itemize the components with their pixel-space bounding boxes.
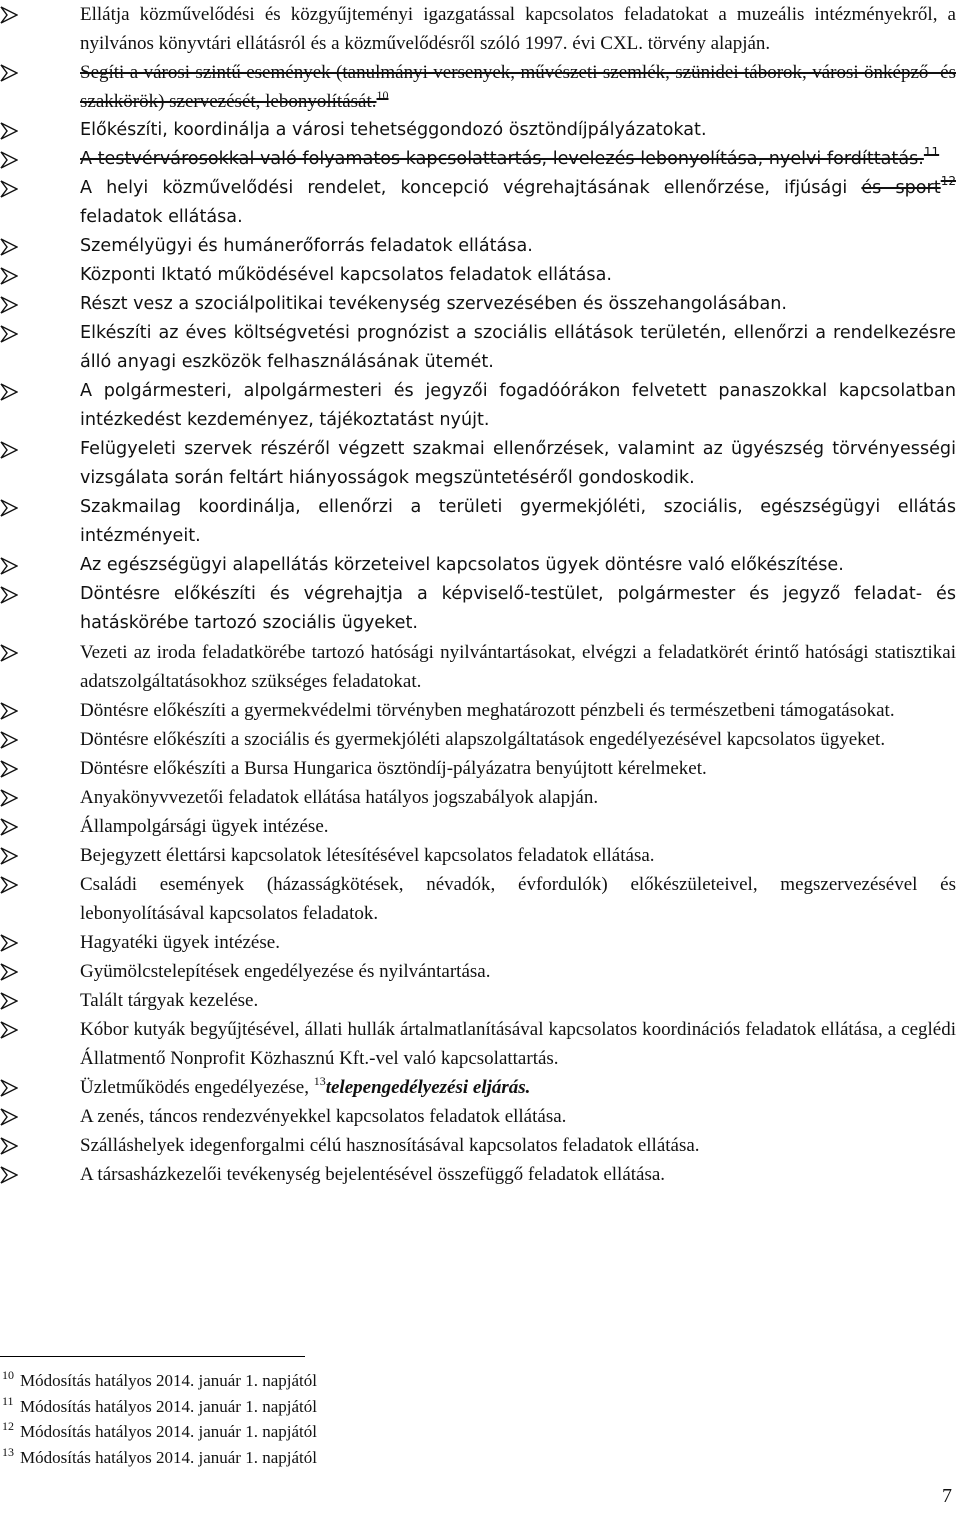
- text-segment: Az egészségügyi alapellátás körzeteivel kapcsolatos ügyek döntésre való előkészítése.: [80, 555, 844, 575]
- list-item-text: [80, 174, 956, 232]
- footnote-separator: [0, 1356, 305, 1357]
- page-number: 7: [942, 1485, 952, 1507]
- arrowhead-bullet-icon: [0, 847, 18, 865]
- list-item: [0, 116, 960, 145]
- list-item: [0, 145, 960, 174]
- list-item-text: [80, 928, 956, 957]
- list-item-text: [80, 1131, 956, 1160]
- arrowhead-bullet-icon: [0, 122, 18, 140]
- list-item-text: [80, 1160, 956, 1189]
- list-item-text: [80, 696, 956, 725]
- text-segment: Szakmailag koordinálja, ellenőrzi a területi gyermekjóléti, szociális, egészségügyi ellátás intézményeit.: [80, 497, 956, 546]
- list-item: [0, 1102, 960, 1131]
- arrowhead-bullet-icon: [0, 64, 18, 82]
- text-segment: Előkészíti, koordinálja a városi tehetséggondozó ösztöndíjpályázatokat.: [80, 120, 707, 140]
- list-item: [0, 261, 960, 290]
- list-item-text: [80, 841, 956, 870]
- text-segment: Talált tárgyak kezelése.: [80, 990, 259, 1011]
- list-item-text: [80, 812, 956, 841]
- list-item: [0, 58, 960, 116]
- list-item: [0, 0, 960, 58]
- text-segment: Szálláshelyek idegenforgalmi célú hasznosításával kapcsolatos feladatok ellátása.: [80, 1135, 700, 1156]
- list-item: [0, 319, 960, 377]
- arrowhead-bullet-icon: [0, 6, 18, 24]
- arrowhead-bullet-icon: [0, 934, 18, 952]
- list-item-text: [80, 319, 956, 377]
- text-segment: A testvérvárosokkal való folyamatos kapcsolattartás, levelezés lebonyolítása, nyelvi fordíttatás.: [80, 149, 924, 169]
- arrowhead-bullet-icon: [0, 267, 18, 285]
- arrowhead-bullet-icon: [0, 441, 18, 459]
- text-segment: A társasházkezelői tevékenység bejelentésével összefüggő feladatok ellátása.: [80, 1164, 666, 1185]
- text-segment: A polgármesteri, alpolgármesteri és jegyzői fogadóórákon felvetett panaszokkal kapcsolatban intézkedést kezdeményez, tájékoztatást nyújt.: [80, 381, 956, 430]
- footnote: [0, 1368, 317, 1394]
- arrowhead-bullet-icon: [0, 557, 18, 575]
- footnote-number: 12: [2, 1419, 14, 1433]
- list-item-text: [80, 725, 956, 754]
- footnote: [0, 1445, 317, 1471]
- text-segment: Döntésre előkészíti a szociális és gyermekjóléti alapszolgáltatások engedélyezésével kapcsolatos ügyeket.: [80, 729, 886, 750]
- list-item-text: [80, 870, 956, 928]
- footnote-ref: 12: [940, 174, 956, 188]
- arrowhead-bullet-icon: [0, 238, 18, 256]
- arrowhead-bullet-icon: [0, 992, 18, 1010]
- list-item: [0, 783, 960, 812]
- arrowhead-bullet-icon: [0, 1108, 18, 1126]
- list-item: [0, 377, 960, 435]
- footnote-text: Módosítás hatályos 2014. január 1. napjától: [20, 1422, 317, 1441]
- arrowhead-bullet-icon: [0, 151, 18, 169]
- list-item: [0, 1073, 960, 1102]
- list-item-text: [80, 1102, 956, 1131]
- list-item-text: [80, 290, 956, 319]
- arrowhead-bullet-icon: [0, 499, 18, 517]
- list-item: [0, 725, 960, 754]
- footnote-text: Módosítás hatályos 2014. január 1. napjától: [20, 1396, 317, 1416]
- footnote-ref: 13: [313, 1074, 326, 1088]
- list-item: [0, 870, 960, 928]
- footnote-ref: 11: [923, 145, 940, 159]
- footnotes: [0, 1368, 317, 1470]
- list-item-text: [80, 638, 956, 696]
- list-item-text: [80, 435, 956, 493]
- footnote-ref: 10: [376, 88, 389, 102]
- text-segment: Segíti a városi szintű események (tanulmányi versenyek, művészeti szemlék, szünidei táborok, városi önképző- és szakkörök) szervezését, lebonyolítását.: [80, 62, 956, 112]
- footnote: [0, 1394, 317, 1420]
- arrowhead-bullet-icon: [0, 1021, 18, 1039]
- list-item-text: [80, 754, 956, 783]
- list-item-text: [80, 116, 956, 145]
- list-item-text: [80, 377, 956, 435]
- footnote-number: 13: [2, 1444, 14, 1459]
- list-item-text: [80, 957, 956, 986]
- text-segment: Anyakönyvvezetői feladatok ellátása hatályos jogszabályok alapján.: [80, 787, 599, 808]
- list-item-text: [80, 551, 956, 580]
- arrowhead-bullet-icon: [0, 789, 18, 807]
- list-item-text: [80, 1073, 956, 1102]
- list-item: [0, 435, 960, 493]
- list-item: [0, 928, 960, 957]
- text-segment: Üzletműködés engedélyezése,: [80, 1077, 314, 1098]
- arrowhead-bullet-icon: [0, 876, 18, 894]
- list-item-text: [80, 1015, 956, 1073]
- list-item: [0, 1015, 960, 1073]
- text-segment: Kóbor kutyák begyűjtésével, állati hullák ártalmatlanításával kapcsolatos koordinációs feladatok ellátása, a ceglédi Állatmentő Nonprofit Közhasznú Kft.-vel való kapcsolattartás.: [80, 1019, 956, 1069]
- text-segment: Központi Iktató működésével kapcsolatos feladatok ellátása.: [80, 265, 612, 285]
- text-segment: Gyümölcstelepítések engedélyezése és nyilvántartása.: [80, 961, 491, 982]
- arrowhead-bullet-icon: [0, 1137, 18, 1155]
- text-segment: Állampolgársági ügyek intézése.: [80, 816, 329, 837]
- footnote-number: 11: [2, 1393, 14, 1408]
- text-segment: telepengedélyezési eljárás.: [325, 1077, 531, 1098]
- text-segment: és sport: [861, 178, 941, 198]
- text-segment: Ellátja közművelődési és közgyűjteményi igazgatással kapcsolatos feladatokat a muzeális intézményekről, a nyilvános könyvtári ellátásról és a közművelődésről szóló 1997. évi CXL. törvény alapján.: [80, 4, 956, 54]
- list-item-text: [80, 986, 956, 1015]
- footnote: [0, 1419, 317, 1445]
- text-segment: feladatok ellátása.: [80, 207, 243, 227]
- list-item: [0, 812, 960, 841]
- text-segment: Személyügyi és humánerőforrás feladatok ellátása.: [80, 236, 533, 256]
- text-segment: Döntésre előkészíti a gyermekvédelmi törvényben meghatározott pénzbeli és természetbeni támogatásokat.: [80, 700, 895, 721]
- list-item: [0, 580, 960, 638]
- list-item-text: [80, 783, 956, 812]
- list-item: [0, 696, 960, 725]
- arrowhead-bullet-icon: [0, 702, 18, 720]
- list-item: [0, 957, 960, 986]
- list-item: [0, 1160, 960, 1189]
- list-item-text: [80, 0, 956, 58]
- arrowhead-bullet-icon: [0, 586, 18, 604]
- list-item: [0, 232, 960, 261]
- list-item: [0, 754, 960, 783]
- text-segment: Bejegyzett élettársi kapcsolatok létesítésével kapcsolatos feladatok ellátása.: [80, 845, 655, 866]
- arrowhead-bullet-icon: [0, 1166, 18, 1184]
- text-segment: A zenés, táncos rendezvényekkel kapcsolatos feladatok ellátása.: [80, 1106, 567, 1127]
- text-segment: Vezeti az iroda feladatkörébe tartozó hatósági nyilvántartásokat, elvégzi a feladatkörét érintő hatósági statisztikai adatszolgáltatásokhoz szükséges feladatokat.: [80, 642, 956, 692]
- list-item-text: [80, 261, 956, 290]
- text-segment: Döntésre előkészíti a Bursa Hungarica ösztöndíj-pályázatra benyújtott kérelmeket.: [80, 758, 707, 779]
- arrowhead-bullet-icon: [0, 963, 18, 981]
- text-segment: Elkészíti az éves költségvetési prognózist a szociális ellátások területén, ellenőrzi a rendelkezésre álló anyagi eszközök felhasználásának ütemét.: [80, 323, 956, 372]
- arrowhead-bullet-icon: [0, 760, 18, 778]
- text-segment: Döntésre előkészíti és végrehajtja a képviselő-testület, polgármester és jegyző feladat- és hatáskörébe tartozó szociális ügyeket.: [80, 584, 956, 633]
- list-item-text: [80, 145, 956, 174]
- text-segment: Hagyatéki ügyek intézése.: [80, 932, 280, 953]
- text-segment: Részt vesz a szociálpolitikai tevékenység szervezésében és összehangolásában.: [80, 294, 787, 314]
- arrowhead-bullet-icon: [0, 731, 18, 749]
- arrowhead-bullet-icon: [0, 296, 18, 314]
- footnote-text: Módosítás hatályos 2014. január 1. napjától: [20, 1371, 317, 1390]
- list-item-text: [80, 232, 956, 261]
- footnote-text: Módosítás hatályos 2014. január 1. napjától: [20, 1447, 317, 1467]
- arrowhead-bullet-icon: [0, 644, 18, 662]
- list-item: [0, 551, 960, 580]
- list-item: [0, 493, 960, 551]
- arrowhead-bullet-icon: [0, 180, 18, 198]
- list-item: [0, 174, 960, 232]
- footnote-number: 10: [2, 1368, 14, 1382]
- list-item: [0, 986, 960, 1015]
- text-segment: Családi események (házasságkötések, névadók, évfordulók) előkészületeivel, megszervezésével és lebonyolításával kapcsolatos feladatok.: [80, 874, 956, 924]
- list-item: [0, 841, 960, 870]
- arrowhead-bullet-icon: [0, 325, 18, 343]
- arrowhead-bullet-icon: [0, 383, 18, 401]
- text-segment: A helyi közművelődési rendelet, koncepció végrehajtásának ellenőrzése, ifjúsági: [80, 178, 862, 198]
- list-item-text: [80, 58, 956, 116]
- list-item: [0, 638, 960, 696]
- list-item-text: [80, 580, 956, 638]
- arrowhead-bullet-icon: [0, 1079, 18, 1097]
- list-item: [0, 290, 960, 319]
- list-item: [0, 1131, 960, 1160]
- arrowhead-bullet-icon: [0, 818, 18, 836]
- text-segment: Felügyeleti szervek részéről végzett szakmai ellenőrzések, valamint az ügyészség törvényességi vizsgálata során feltárt hiányosságok megszüntetéséről gondoskodik.: [80, 439, 956, 488]
- list-item-text: [80, 493, 956, 551]
